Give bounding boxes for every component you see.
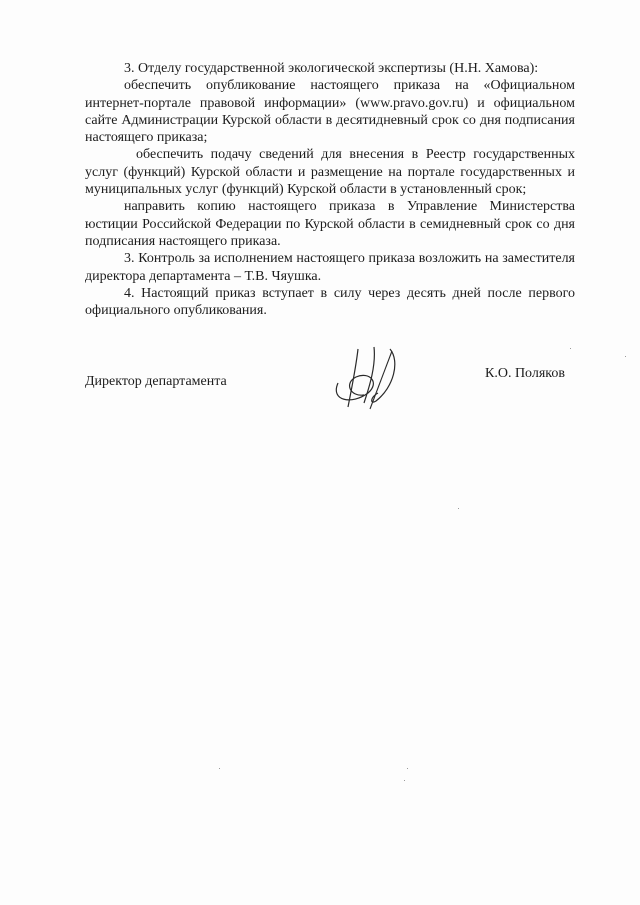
paragraph-ministry-copy: направить копию настоящего приказа в Управление Министерства юстиции Российской Федерации по Курской области в семидневный срок со дня подписания настоящего приказа.: [85, 199, 575, 249]
paragraph-effective-date: 4. Настоящий приказ вступает в силу через десять дней после первого официального опубликования.: [85, 285, 575, 319]
signatory-title: Директор департамента: [85, 374, 227, 389]
scan-speck: [404, 780, 405, 781]
paragraph-publication: обеспечить опубликование настоящего приказа на «Официальном интернет-портале правовой информации» (www.pravo.gov.ru) и официальном сайте Администрации Курской области в десятидневный срок со дня подписания настоящего приказа;: [85, 78, 575, 146]
paragraph-registry: обеспечить подачу сведений для внесения в Реестр государственных услуг (функций) Курской области и размещение на портале государственных и муниципальных услуг (функций) Курской области в установленный срок;: [85, 147, 575, 198]
scan-speck: [407, 768, 408, 769]
paragraph-control: 3. Контроль за исполнением настоящего приказа возложить на заместителя директора департамента – Т.В. Чяушка.: [85, 251, 575, 284]
document-body: [85, 60, 575, 319]
scan-speck: [570, 348, 571, 349]
paragraph-item-3-heading: 3. Отделу государственной экологической экспертизы (Н.Н. Хамова):: [124, 61, 539, 76]
handwritten-signature: [330, 343, 410, 411]
scan-speck: [219, 768, 220, 769]
scan-speck: [625, 356, 626, 357]
signatory-name: К.О. Поляков: [485, 366, 566, 381]
scan-speck: [458, 508, 459, 509]
